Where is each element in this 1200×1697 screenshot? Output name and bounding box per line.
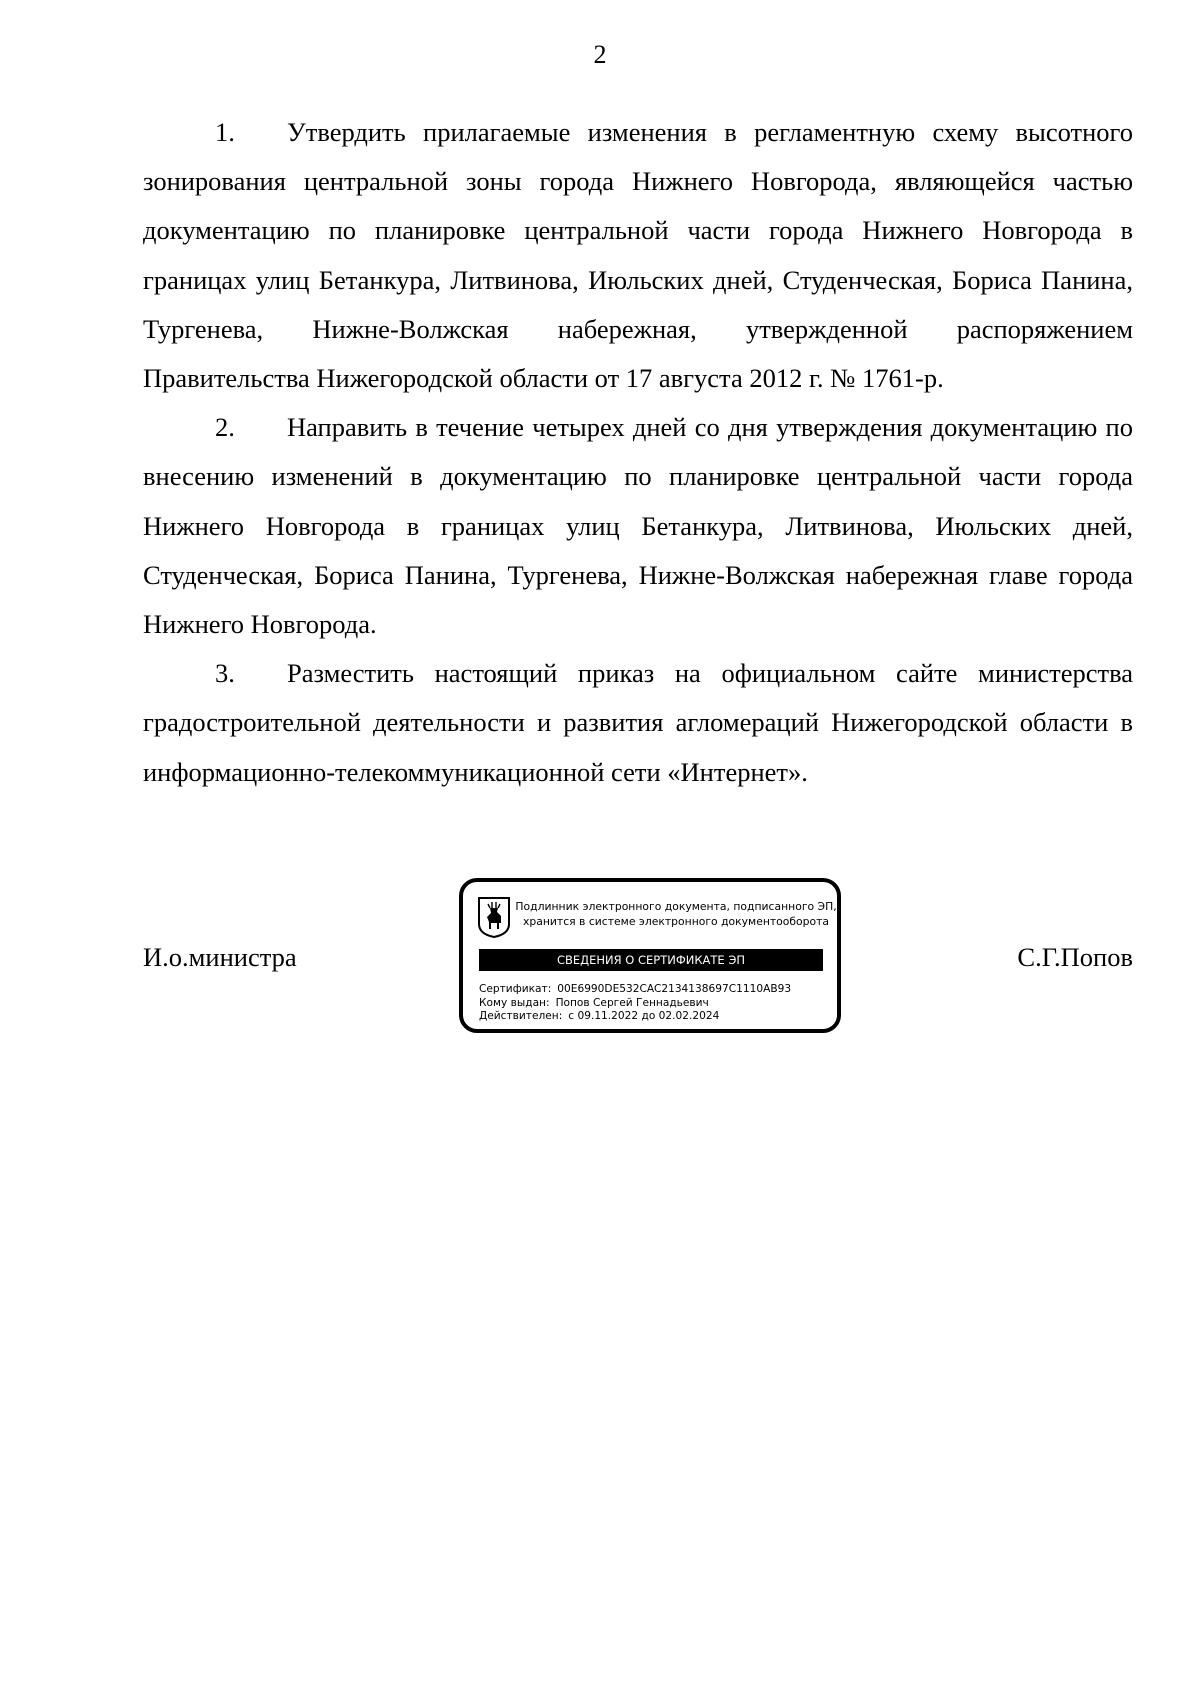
- validity-label: Действителен:: [479, 1010, 563, 1022]
- certificate-row: [479, 983, 829, 997]
- stamp-header: [515, 899, 837, 929]
- certificate-value: 00E6990DE532CAC2134138697C1110AB93: [557, 983, 792, 995]
- paragraph-text: Утвердить прилагаемые изменения в регламентную схему высотного зонирования центральной зоны города Нижнего Новгорода, являющейся частью документацию по планировке центральной части города Нижнего Новгорода в границах улиц Бетанкура, Литвинова, Июльских дней, Студенческая, Бориса Панина, Тургенева, Нижне-Волжская набережная, утвержденной распоряжением Правительства Нижегородской области от 17 августа 2012 г. № 1761-р.: [143, 117, 1133, 394]
- paragraph-number: 2.: [215, 412, 235, 443]
- electronic-signature-stamp: [459, 878, 841, 1033]
- paragraph-2: [143, 403, 1133, 649]
- stamp-header-line-1: Подлинник электронного документа, подписанного ЭП,: [515, 900, 837, 913]
- paragraph-1: [143, 108, 1133, 403]
- certificate-details: [479, 983, 829, 1024]
- paragraph-3: [143, 649, 1133, 797]
- issued-to-row: [479, 997, 829, 1011]
- certificate-info-bar: СВЕДЕНИЯ О СЕРТИФИКАТЕ ЭП: [479, 949, 823, 971]
- page-number: 2: [593, 40, 607, 69]
- paragraph-number: 3.: [215, 658, 235, 689]
- signatory-name: С.Г.Попов: [1017, 942, 1133, 972]
- signatory-position: И.о.министра: [143, 942, 297, 972]
- issued-to-label: Кому выдан:: [479, 996, 550, 1009]
- validity-value: с 09.11.2022 до 02.02.2024: [568, 1010, 720, 1022]
- issued-to-value: Попов Сергей Геннадьевич: [555, 996, 709, 1009]
- validity-row: [479, 1010, 829, 1024]
- paragraph-text: Разместить настоящий приказ на официальном сайте министерства градостроительной деятельности и развития агломераций Нижегородской области в информационно-телекоммуникационной сети «Интернет».: [143, 658, 1133, 787]
- stamp-header-line-2: хранится в системе электронного документооборота: [522, 915, 830, 928]
- paragraph-number: 1.: [215, 117, 235, 147]
- deer-emblem-icon: [477, 896, 511, 938]
- paragraph-text: Направить в течение четырех дней со дня утверждения документацию по внесению изменений в документацию по планировке центральной части города Нижнего Новгорода в границах улиц Бетанкура, Литвинова, Июльских дней, Студенческая, Бориса Панина, Тургенева, Нижне-Волжская набережная главе города Нижнего Новгорода.: [143, 412, 1133, 640]
- document-body: [143, 108, 1133, 797]
- certificate-label: Сертификат:: [479, 983, 552, 995]
